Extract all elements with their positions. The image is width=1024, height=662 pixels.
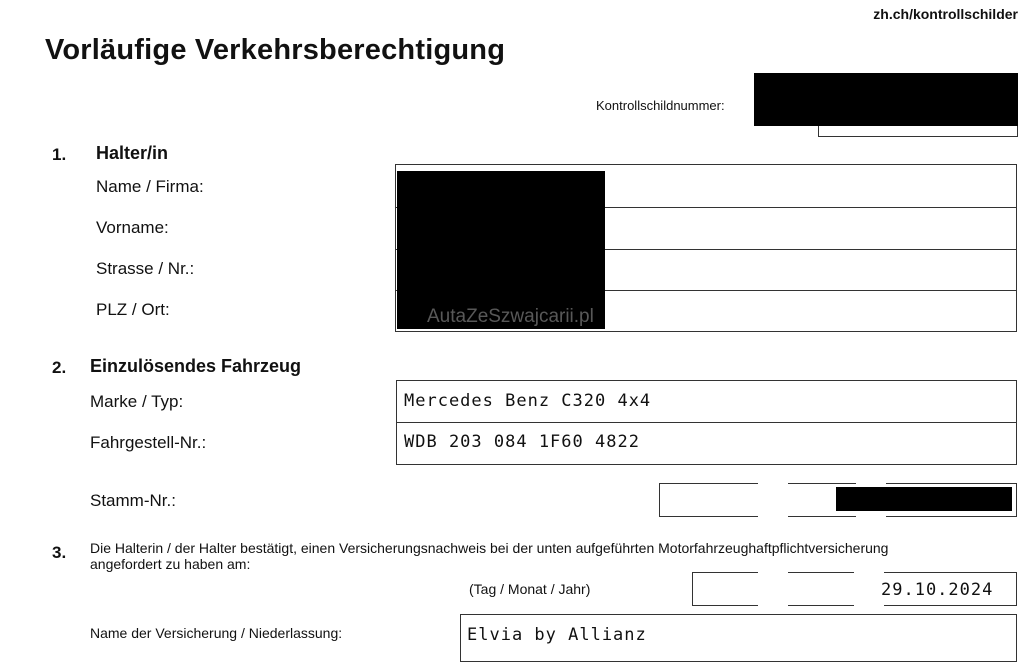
date-month-field[interactable] — [788, 572, 854, 606]
date-day-field[interactable] — [692, 572, 758, 606]
section3-number: 3. — [52, 543, 67, 562]
section3-text-line1: Die Halterin / der Halter bestätigt, einen Versicherungsnachweis bei der unten aufgeführten Motorfahrzeughaftpflichtversicherung — [90, 540, 889, 556]
page-title: Vorläufige Verkehrsberechtigung — [45, 34, 506, 66]
vorname-label: Vorname: — [96, 218, 169, 237]
plz-ort-label: PLZ / Ort: — [96, 300, 170, 319]
marke-typ-label: Marke / Typ: — [90, 392, 184, 411]
marke-typ-value: Mercedes Benz C320 4x4 — [404, 391, 652, 411]
section1-number: 1. — [52, 145, 67, 164]
versicherung-label: Name der Versicherung / Niederlassung: — [90, 625, 343, 641]
fahrgestell-value: WDB 203 084 1F60 4822 — [404, 432, 640, 452]
section3-text-line2: angefordert zu haben am: — [90, 556, 251, 572]
stamm-nr-field-1[interactable] — [659, 483, 758, 517]
fahrzeug-divider — [396, 422, 1017, 423]
stamm-nr-label: Stamm-Nr.: — [90, 491, 176, 510]
section2-number: 2. — [52, 358, 67, 377]
name-firma-label: Name / Firma: — [96, 177, 204, 196]
kontrollschild-redaction — [754, 73, 1018, 126]
versicherung-value: Elvia by Allianz — [467, 625, 647, 645]
kontrollschild-label: Kontrollschildnummer: — [596, 98, 725, 113]
stamm-nr-redaction — [836, 487, 1012, 511]
date-format-label: (Tag / Monat / Jahr) — [469, 581, 591, 597]
strasse-label: Strasse / Nr.: — [96, 259, 195, 278]
fahrgestell-label: Fahrgestell-Nr.: — [90, 433, 207, 452]
section2-title: Einzulösendes Fahrzeug — [90, 356, 302, 376]
watermark: AutaZeSzwajcarii.pl — [427, 306, 594, 327]
date-value: 29.10.2024 — [881, 580, 994, 600]
header-url: zh.ch/kontrollschilder — [873, 6, 1018, 22]
section1-title: Halter/in — [96, 143, 169, 163]
